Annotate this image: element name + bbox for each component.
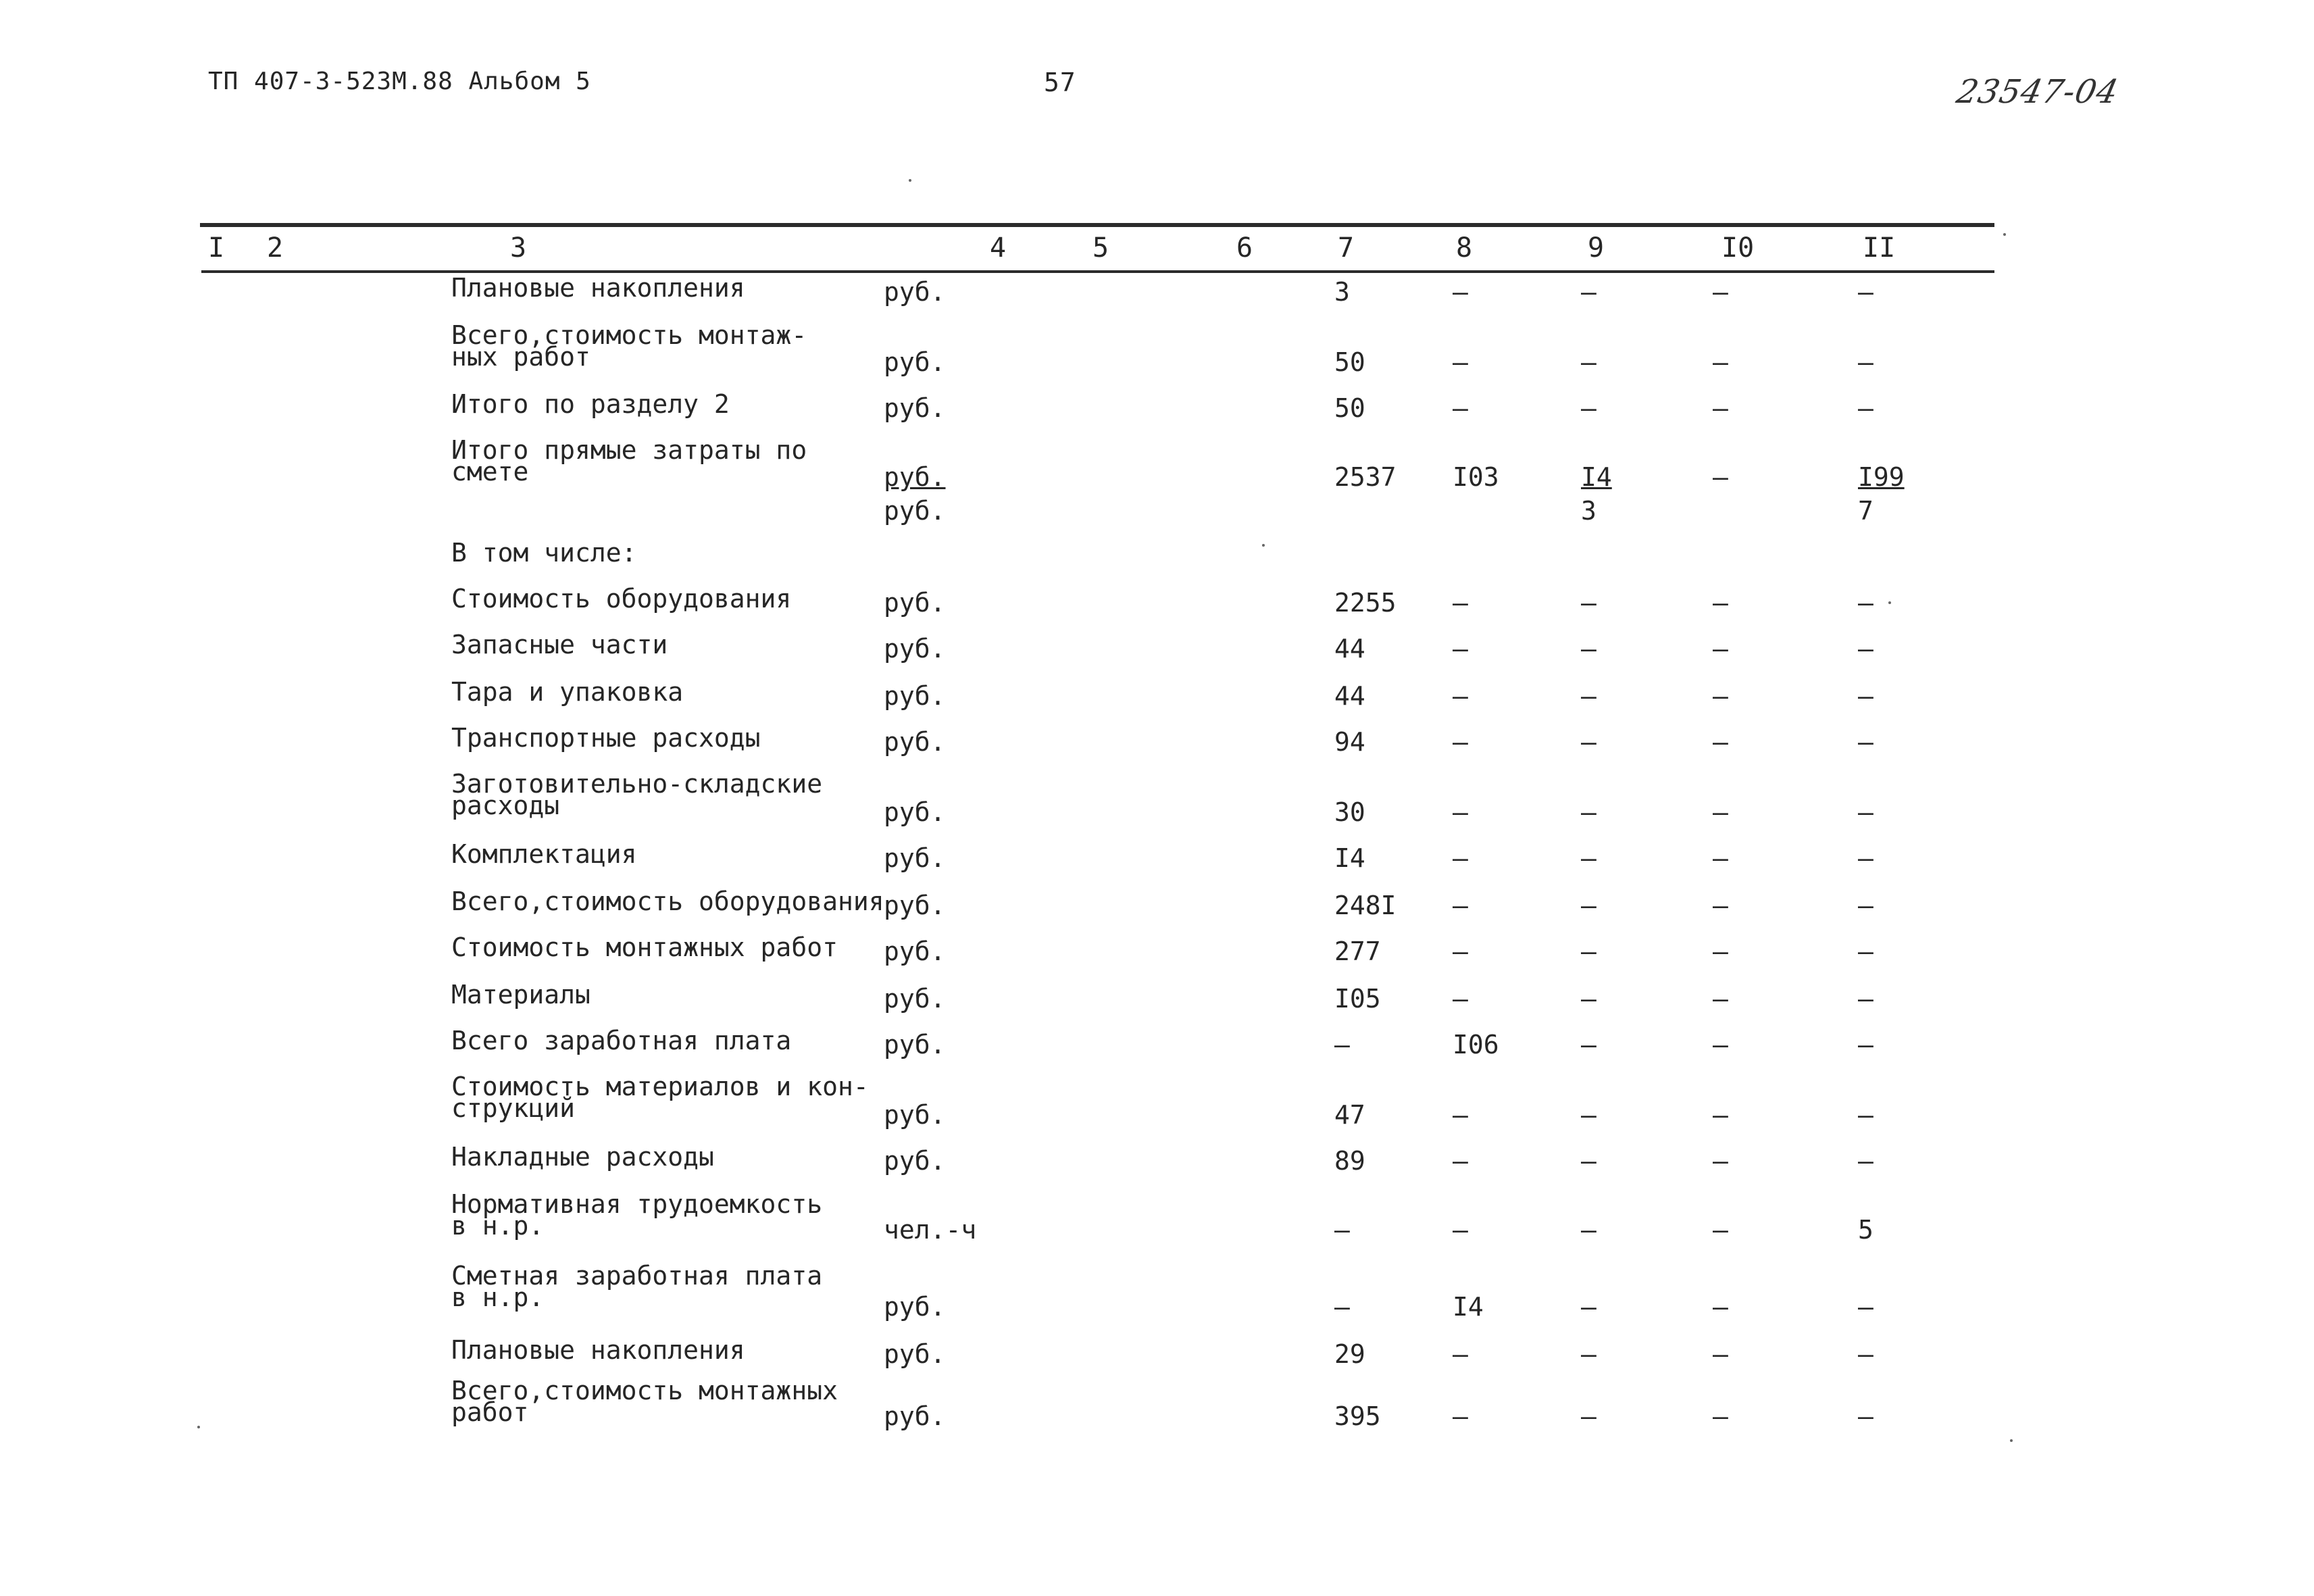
cell-col8: I06 [1453,1030,1499,1059]
row-name: Материалы [451,980,590,1009]
cell-col9: – [1581,393,1596,423]
row-unit: руб. [884,937,946,966]
cell-col11: – [1858,588,1873,618]
cell-col11: – [1858,727,1873,757]
cell-col9: – [1581,1215,1596,1245]
cell-col11: – [1858,1339,1873,1369]
cell-col11: – [1858,393,1873,423]
cell-col10: – [1713,1215,1728,1245]
row-unit: руб. [884,1339,946,1369]
cell-col10: – [1713,1100,1728,1130]
row-unit: руб. [884,1030,946,1059]
cell-col7: 50 [1334,393,1365,423]
row-name: Стоимость оборудования [451,584,792,614]
cell-col10: – [1713,727,1728,757]
cell-col11: – [1858,1100,1873,1130]
row-name: Сметная заработная плата в н.р. [451,1261,823,1312]
cell-col9: – [1581,1292,1596,1322]
row-unit: руб. [884,588,946,618]
cell-col7: 47 [1334,1100,1365,1130]
table-top-rule [200,223,1994,227]
cell-col8: – [1453,843,1468,873]
cell-col8: I03 [1453,462,1499,492]
cell-col7: I4 [1334,843,1365,873]
cell-col7: 30 [1334,797,1365,827]
cell-col7: 44 [1334,634,1365,664]
cell-col10: – [1713,937,1728,966]
cell-col9: – [1581,1030,1596,1059]
cell-col11: – [1858,843,1873,873]
cell-col8: – [1453,588,1468,618]
row-name: Итого прямые затраты по смете [451,435,807,487]
row-name: Накладные расходы [451,1142,714,1172]
cell-col9: I4 [1581,462,1612,492]
cell-col9: – [1581,984,1596,1014]
cell-col7: 3 [1334,277,1350,307]
cell-col8: – [1453,1100,1468,1130]
cell-col11: – [1858,1401,1873,1431]
cell-col10: – [1713,393,1728,423]
cell-col7: – [1334,1030,1350,1059]
row-unit: чел.-ч [884,1215,977,1245]
handwritten-document-id: 23547-04 [1953,73,2122,111]
row-name: В том числе: [451,538,637,568]
row-name: Итого по разделу 2 [451,389,730,419]
cell-col10: – [1713,634,1728,664]
cell-col7: 2255 [1334,588,1397,618]
cell-col8: – [1453,1401,1468,1431]
row-unit: руб. [884,462,946,492]
cell-col8: – [1453,1146,1468,1176]
cell-col11: – [1858,277,1873,307]
cell-col7: 2537 [1334,462,1397,492]
row-name: Стоимость материалов и кон- струкций [451,1072,869,1123]
row-name: Всего,стоимость монтажных работ [451,1376,838,1427]
cell-col10: – [1713,1292,1728,1322]
row-unit: руб. [884,634,946,664]
cell-col10: – [1713,891,1728,920]
row-unit: руб. [884,347,946,377]
cell-col9: – [1581,347,1596,377]
cell-col7: 395 [1334,1401,1381,1431]
column-number: 9 [1588,232,1605,264]
row-unit: руб. [884,393,946,423]
column-number: 2 [267,232,284,264]
cell-col10: – [1713,462,1728,492]
column-number: 8 [1456,232,1473,264]
cell-col8: – [1453,277,1468,307]
row-unit: руб. [884,891,946,920]
cell-col7: – [1334,1292,1350,1322]
table-body [0,273,2314,1480]
scan-speck [2010,1439,2013,1442]
row-name: Плановые накопления [451,273,745,303]
cell-col11: – [1858,681,1873,711]
column-number: 6 [1236,232,1253,264]
cell-col8: I4 [1453,1292,1484,1322]
scan-speck [909,179,911,182]
row-unit: руб. [884,277,946,307]
row-unit: руб. [884,681,946,711]
cell-col11: – [1858,634,1873,664]
row-unit: руб. [884,797,946,827]
cell-col8: – [1453,1339,1468,1369]
row-unit: руб. [884,496,946,526]
cell-col11: – [1858,984,1873,1014]
cell-col9: – [1581,937,1596,966]
column-number: I [208,232,225,264]
cell-col9: – [1581,277,1596,307]
cell-col7: I05 [1334,984,1381,1014]
cell-col10: – [1713,1146,1728,1176]
scan-speck [197,1426,200,1428]
row-unit: руб. [884,1100,946,1130]
cell-col10: – [1713,984,1728,1014]
row-name: Стоимость монтажных работ [451,932,838,962]
cell-col7: 89 [1334,1146,1365,1176]
column-number: 7 [1338,232,1355,264]
cell-col11: – [1858,937,1873,966]
row-unit: руб. [884,727,946,757]
column-number: 4 [990,232,1007,264]
cell-col9: – [1581,727,1596,757]
scan-speck [1262,544,1265,547]
cell-col9: – [1581,1146,1596,1176]
cell-col8: – [1453,393,1468,423]
page-number: 57 [1044,68,1076,97]
cell-col7: 248I [1334,891,1397,920]
cell-col11: – [1858,891,1873,920]
cell-col8: – [1453,797,1468,827]
row-name: Всего,стоимость оборудования [451,887,884,916]
cell-col8: – [1453,347,1468,377]
cell-col10: – [1713,277,1728,307]
row-unit: руб. [884,1146,946,1176]
cell-col7: 29 [1334,1339,1365,1369]
row-name: Плановые накопления [451,1335,745,1365]
document-reference: ТП 407-3-523М.88 Альбом 5 [208,68,591,95]
cell-col8: – [1453,1215,1468,1245]
cell-col8: – [1453,891,1468,920]
row-name: Нормативная трудоемкость в н.р. [451,1189,823,1241]
column-number: II [1863,232,1896,264]
cell-col9: – [1581,1401,1596,1431]
scan-speck [2003,233,2006,236]
row-name: Комплектация [451,839,637,869]
cell-col7: 44 [1334,681,1365,711]
cell-col10: – [1713,347,1728,377]
row-unit: руб. [884,843,946,873]
cell-col10: – [1713,797,1728,827]
row-unit: руб. [884,1401,946,1431]
cell-col7: 94 [1334,727,1365,757]
row-name: Заготовительно-складские расходы [451,769,823,820]
column-number-header [0,228,2314,269]
column-number: 5 [1092,232,1109,264]
cell-col8: – [1453,937,1468,966]
cell-col10: – [1713,681,1728,711]
row-name: Всего,стоимость монтаж- ных работ [451,320,807,372]
cell-col10: – [1713,1030,1728,1059]
row-name: Транспортные расходы [451,723,761,753]
cell-col11: 7 [1858,496,1873,526]
cell-col11: – [1858,1030,1873,1059]
cell-col10: – [1713,843,1728,873]
cell-col8: – [1453,681,1468,711]
cell-col7: 50 [1334,347,1365,377]
row-name: Всего заработная плата [451,1026,792,1055]
cell-col9: – [1581,891,1596,920]
cell-col9: – [1581,634,1596,664]
cell-col10: – [1713,588,1728,618]
cell-col11: – [1858,797,1873,827]
cell-col11: – [1858,347,1873,377]
cell-col10: – [1713,1339,1728,1369]
cell-col11: – [1858,1292,1873,1322]
row-unit: руб. [884,1292,946,1322]
cell-col11: 5 [1858,1215,1873,1245]
row-name: Тара и упаковка [451,677,684,707]
cell-col9: – [1581,1100,1596,1130]
cell-col8: – [1453,984,1468,1014]
cell-col9: – [1581,797,1596,827]
scan-speck [1888,601,1891,604]
cell-col9: 3 [1581,496,1596,526]
column-number: I0 [1721,232,1755,264]
cell-col7: 277 [1334,937,1381,966]
cell-col8: – [1453,727,1468,757]
cell-col9: – [1581,843,1596,873]
cell-col9: – [1581,1339,1596,1369]
cell-col9: – [1581,681,1596,711]
row-unit: руб. [884,984,946,1014]
cell-col10: – [1713,1401,1728,1431]
cell-col11: – [1858,1146,1873,1176]
cell-col11: I99 [1858,462,1905,492]
cell-col9: – [1581,588,1596,618]
cell-col7: – [1334,1215,1350,1245]
column-number: 3 [510,232,527,264]
cell-col8: – [1453,634,1468,664]
row-name: Запасные части [451,630,668,659]
